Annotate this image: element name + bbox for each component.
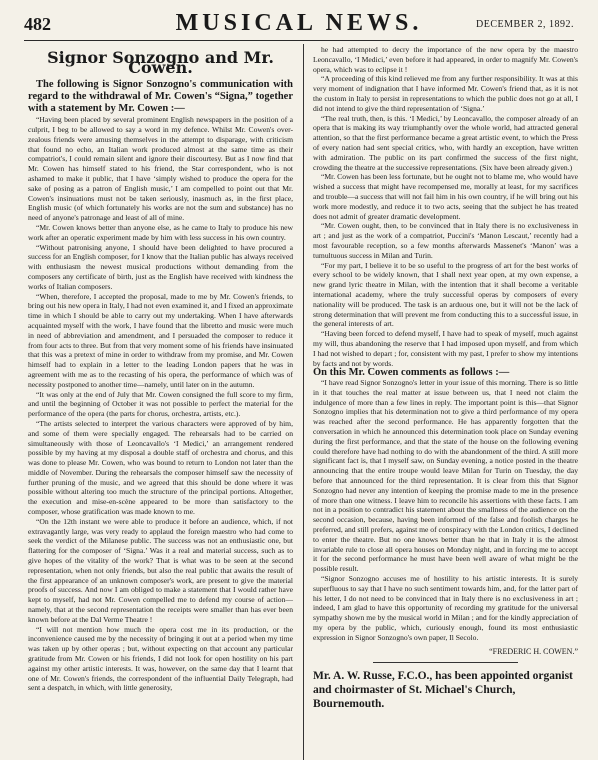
comment-subhead: On this Mr. Cowen comments as follows :— xyxy=(313,367,510,379)
header-rule xyxy=(24,40,574,41)
section-rule xyxy=(373,662,519,663)
article-paragraph: “I will not mention how much the opera cost me in its production, or the inconvenience caused me by the necessity of bringing it out at a period when my time was taken up by other operas ; but, without expecting on that account any particular gratitude from Mr. Cowen or his friends, I did not look for open hostility on his part against my other artistic interests. It was, however, on the same day that I learnt that one of Mr. Cowen's friends, the correspondent of the influential Daily Telegraph, had sent a despatch, in which, with little generosity, xyxy=(28,624,293,693)
signature: “FREDERIC H. COWEN.” xyxy=(489,646,578,656)
article-paragraph: “Without patronising anyone, I should have been delighted to have procured a success for an English composer, for I know that the Italian public has always received with enthusiasm the newest musical productions without demanding from the composers any certificate of birth, just as the English have received with kindness the works of Italian composers. xyxy=(28,242,293,291)
issue-date: DECEMBER 2, 1892. xyxy=(476,19,574,30)
article-paragraph: “On the 12th instant we were able to produce it before an audience, which, if not extravagantly large, was very ready to applaud the foreign maestro who had come to seek the verdict of the Milanese public. The success was not an enthusiastic one, but flattering for the composer of ‘Signa.’ Was it a real and material success, such as to give hopes of the vitality of the work? That is what was to be seen at the second representation, when not only friends, but also the real public that awaits the result of the first appearance of an unknown composer's work, are present to give the material proofs of success. And now I am obliged to make a statement that I would rather have kept to myself, had not Mr. Cowen compelled me to defend my course of action—namely, that at the second representation the receipts were smaller than has ever been known before at the Dal Verme Theatre ! xyxy=(28,516,293,624)
article-paragraph: “Mr. Cowen has been less fortunate, but he ought not to blame me, who would have wished a success that might have recompensed me, morally at least, for my sacrifices and trouble—a success that will not fail him in his own country, if he will bring out his work more modestly, and reduce it to two acts, seeing that the subject he has treated does not admit of greater dramatic development. xyxy=(313,172,578,221)
column-divider xyxy=(303,44,304,760)
right-column xyxy=(313,45,578,711)
appointment-notice: Mr. A. W. Russe, F.C.O., has been appointed organist and choirmaster of St. Michael's Church, Bournemouth. xyxy=(313,670,573,711)
right-paragraphs-2 xyxy=(313,378,578,643)
article-paragraph: “Mr. Cowen ought, then, to be convinced that in Italy there is no exclusiveness in art ; and just as the work of a compatriot, Puccini's ‘Manon Lescaut,’ recently had a most favourable reception, so a few months afterwards Massenet's ‘Manon’ was a tumultuous success in Milan and Turin. xyxy=(313,221,578,260)
article-paragraph: “The real truth, then, is this. ‘I Medici,’ by Leoncavallo, the composer already of an opera that is making its way triumphantly over the whole world, had attracted general attention, so that the first performance became a great artistic event, to which the Press of every nation had sent special critics, who, with hardly an exception, have written with admiration. The public on its part confirmed the success of the first night, crowding the theatre at the successive representations. (Six have been already given.) xyxy=(313,113,578,172)
article-paragraph: “It was only at the end of July that Mr. Cowen consigned the full score to my firm, and until the beginning of October it was not possible to perfect the material for the performance of the opera (the parts for chorus, orchestra, artists, etc.). xyxy=(28,389,293,419)
article-title: Signor Sonzogno and Mr. Cowen. xyxy=(47,48,274,77)
left-column xyxy=(28,45,293,693)
right-paragraphs-1 xyxy=(313,45,578,368)
article-paragraph: “Having been forced to defend myself, I have had to speak of myself, much against my will, thus abandoning the reserve that I had imposed upon myself, and from which I had not wished to depart ; for, consistent with my past, I prefer to show my intentions by facts and not by words. xyxy=(313,329,578,368)
article-paragraph: “Mr. Cowen knows better than anyone else, as he came to Italy to produce his new work after an operatic experiment made by him with less success in his own country. xyxy=(28,222,293,242)
article-paragraph: “Having been placed by several prominent English newspapers in the position of a culprit, I beg to be allowed to say a word in my defence. Whilst Mr. Cowen's over-zealous friends were amusing themselves in the attempt to disparage, with criticism that found no echo, an Italian work produced almost at the same time as their compatriot's, I could remain silent and ignore their discourtesy. But as I now find that Mr. Cowen has himself stated to his friend, the Star correspondent, who is not ashamed to make it public, that I have ‘simply wished to produce the opera for the sake of posing as a patron of English music,’ I am compelled to point out that Mr. Cowen's insinuations must not be taken seriously, inasmuch as, in the first place, English music (of which fortunately his works are not the sum and substance) has no need of anyone's patronage and least of all of mine. xyxy=(28,115,293,223)
article-paragraph: “I have read Signor Sonzogno's letter in your issue of this morning. There is so little in it that touches the real matter at issue between us, that I need not claim the indulgence of more than a few lines in reply. The important point is this—that Signor Sonzogno implies that his determination not to give a third performance of my opera was reached after the second performance. He has apparently forgotten that the conversation in which he announced this determination took place on Sunday evening during the first performance, and that the state of the house on the following evening could therefore have had nothing to do with the abandonment of the third. A still more significant fact is, that I myself saw, on Sunday evening, a notice posted in the theatre announcing that the entire troupe would leave Milan for Turin on Tuesday, the day before that announced for the third representation. It is clear from this that Signor Sonzogno had never any intention of keeping the promise made to me in the presence of more than one witness. I leave him to reconcile his assertions with these facts. I am not in a position to contradict his statement about the smallness of the audience on the second occasion, because, having been informed of the false and foolish charges he preferred, and still prefers, against me of conspiracy with the London critics, I declined to enter the theatre. But no one knows better than he that in Italy it is the almost invariable rule to close all opera houses on Monday night, and in forcing me to accept it for the second performance he must have been well aware of what might be the possible result. xyxy=(313,378,578,574)
article-paragraph: “For my part, I believe it to be so useful to the progress of art for the best works of every school to be widely known, that I shall next year open, at my own expense, a new grand lyric theatre in Milan, with the intention that it shall become a veritable international academy, where the truly successful operas by composers of every nationality will be produced. The task is an arduous one, but it will not be the lack of strong determination that will prevent me from conducting this to a successful issue, in the general interests of art. xyxy=(313,260,578,329)
article-paragraph: “The artists selected to interpret the various characters were approved of by him, and some of them were specially engaged. The rehearsals had to be carried on simultaneously with those of Leoncavallo's ‘I Medici,’ an arrangement rendered possible by my having at my disposal a double staff of orchestra and chorus, and this was done to please Mr. Cowen, who was bound to return to London not later than the middle of November. During the rehearsals the composer himself saw the necessity of further pruning of the music, and we agreed that this should be done where it was possible without altering too much the structure of the principal portions. Altogether, the execution and mise-en-scène appeared to be more than satisfactory to the composer, whose gratification was made known to me. xyxy=(28,418,293,517)
article-intro: The following is Signor Sonzogno's communication with regard to the withdrawal of Mr. Cowen's “Signa,” together with a statement by Mr. Cowen :— xyxy=(28,78,293,114)
article-paragraph: “When, therefore, I accepted the proposal, made to me by Mr. Cowen's friends, to bring out his new opera in Italy, I had not even examined it, and I fixed an approximate time in which I should be able to carry out my undertaking. When I have afterwards acquainted myself with the work, I have found that the libretto and music were much in need of abbreviation and amendment, and I persuaded the composer to reduce it from four acts to three. But from that very moment some of his friends have insinuated that this was a pretext of mine in order to withdraw from my promise, and Mr. Cowen himself had to explain in a letter to the leading London papers that he was in agreement with me as to the recasting of his opera, the performance of which was of necessity postponed to another time—namely, until later on in the autumn. xyxy=(28,291,293,389)
page-header xyxy=(24,10,574,40)
masthead: MUSICAL NEWS. xyxy=(175,10,423,36)
article-paragraph: he had attempted to decry the importance of the new opera by the maestro Leoncavallo, ‘I Medici,’ even before it had appeared, in order to magnify Mr. Cowen's opera, which was to eclipse it ! xyxy=(313,45,578,74)
article-paragraph: “Signor Sonzogno accuses me of hostility to his artistic interests. It is surely superfluous to say that I have no such sentiment towards him, and, for the latter part of his letter, I do not need to be convinced that in Italy there is no exclusiveness in art ; indeed, I am glad to have this opportunity of recording my gratitude for the universal sympathy shown me by the musical world in Milan ; and for the kindly appreciation of my opera by the public, which, curiously enough, found its most enthusiastic expression in Signor Sonzogno's own paper, Il Secolo. xyxy=(313,574,578,642)
article-paragraph: “A proceeding of this kind relieved me from any further responsibility. It was at this very moment of indignation that I have informed Mr. Cowen's friend that, as it is not the custom in Italy to persist in representations to which the public does not go at all, I did not intend to give the third representation of ‘Signa.’ xyxy=(313,74,578,113)
left-paragraphs xyxy=(28,115,293,693)
page-number: 482 xyxy=(24,14,51,34)
